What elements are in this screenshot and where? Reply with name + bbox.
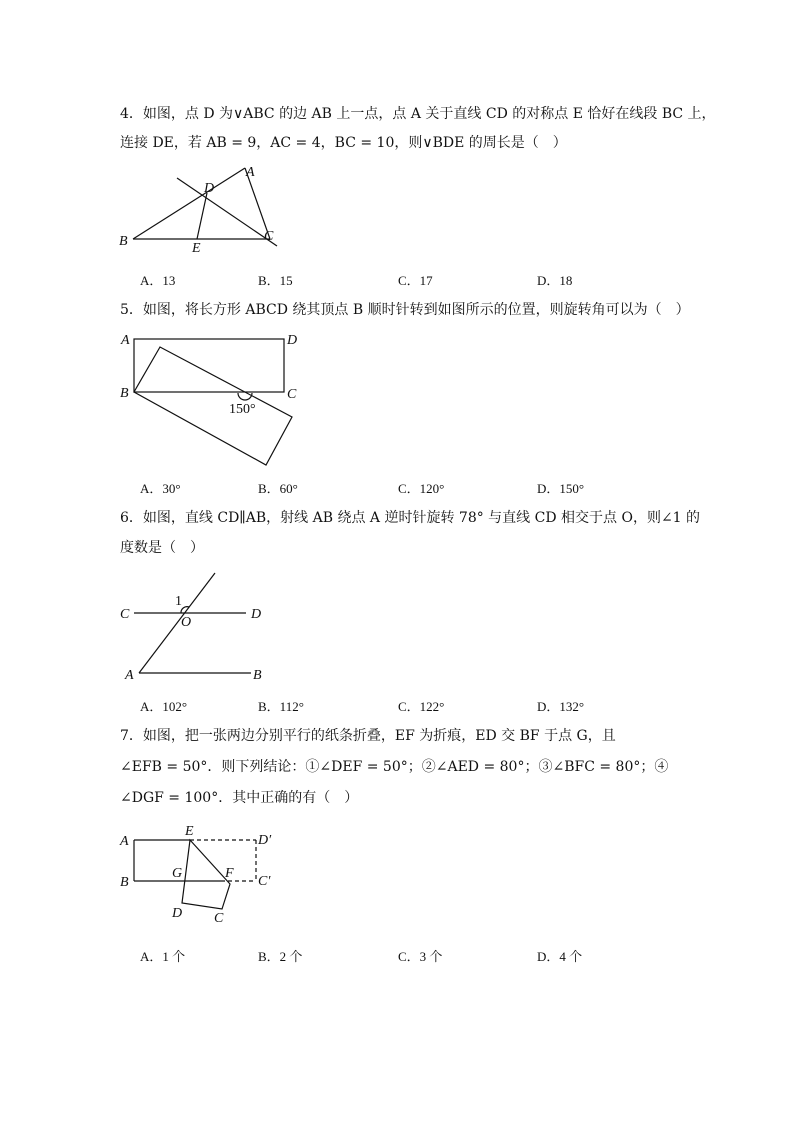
q4-label-e: E xyxy=(192,241,201,256)
q5-line-1: 5．如图，将长方形 ABCD 绕其顶点 B 顺时针转到如图所示的位置，则旋转角可以为（ ） xyxy=(120,302,690,318)
q7-label-b: B xyxy=(120,875,129,890)
q7-figure xyxy=(115,820,285,930)
q6-option-a[interactable]: A．102° xyxy=(140,699,188,714)
q5-figure xyxy=(115,325,315,475)
q4-label-b: B xyxy=(119,234,128,249)
q7-line-3: ∠DGF = 100°．其中正确的有（ ） xyxy=(120,790,359,806)
q7-option-a[interactable]: A．1 个 xyxy=(140,949,186,964)
q6-option-b[interactable]: B．112° xyxy=(258,699,304,714)
q4-option-b[interactable]: B．15 xyxy=(258,273,293,288)
q7-option-d[interactable]: D．4 个 xyxy=(537,949,583,964)
q4-option-d[interactable]: D．18 xyxy=(537,273,573,288)
q7-label-d-prime: D′ xyxy=(258,833,272,848)
q5-label-d: D xyxy=(287,333,298,348)
q4-option-a[interactable]: A．13 xyxy=(140,273,176,288)
q5-option-b[interactable]: B．60° xyxy=(258,481,298,496)
q7-label-c-prime: C′ xyxy=(258,874,271,889)
q7-label-f: F xyxy=(225,866,234,881)
q5-option-d[interactable]: D．150° xyxy=(537,481,585,496)
q5-option-a[interactable]: A．30° xyxy=(140,481,181,496)
q6-option-c[interactable]: C．122° xyxy=(398,699,445,714)
q7-line-2: ∠EFB = 50°．则下列结论：①∠DEF = 50°；②∠AED = 80°；③∠BFC = 80°；④ xyxy=(120,759,669,775)
q7-label-c: C xyxy=(214,911,224,926)
q5-angle-label: 150° xyxy=(229,402,256,417)
q7-label-d: D xyxy=(172,906,183,921)
q6-label-b: B xyxy=(253,668,262,683)
q7-option-c[interactable]: C．3 个 xyxy=(398,949,443,964)
q5-label-a: A xyxy=(121,333,130,348)
q6-label-d: D xyxy=(251,607,262,622)
q6-label-1: 1 xyxy=(175,594,182,609)
q4-label-a: A xyxy=(246,165,255,180)
q6-line-2: 度数是（ ） xyxy=(120,540,204,556)
q7-label-e: E xyxy=(185,824,194,839)
q4-label-c: C xyxy=(264,229,274,244)
q6-figure xyxy=(115,565,275,690)
q6-label-a: A xyxy=(125,668,134,683)
q5-option-c[interactable]: C．120° xyxy=(398,481,445,496)
q7-line-1: 7．如图，把一张两边分别平行的纸条折叠，EF 为折痕，ED 交 BF 于点 G，且 xyxy=(120,728,616,744)
q7-label-a: A xyxy=(120,834,129,849)
q6-option-d[interactable]: D．132° xyxy=(537,699,585,714)
q4-figure xyxy=(115,160,285,260)
q4-option-c[interactable]: C．17 xyxy=(398,273,433,288)
q7-option-b[interactable]: B．2 个 xyxy=(258,949,303,964)
q6-line-1: 6．如图，直线 CD∥AB，射线 AB 绕点 A 逆时针旋转 78° 与直线 CD 相交于点 O，则∠1 的 xyxy=(120,510,701,526)
q7-label-g: G xyxy=(172,866,183,881)
q6-label-o: O xyxy=(181,615,192,630)
q5-label-b: B xyxy=(120,386,129,401)
q4-line-2: 连接 DE，若 AB = 9，AC = 4，BC = 10，则∨BDE 的周长是（ ） xyxy=(120,135,567,151)
q5-label-c: C xyxy=(287,387,297,402)
q4-label-d: D xyxy=(204,181,215,196)
q4-line-1: 4．如图，点 D 为∨ABC 的边 AB 上一点，点 A 关于直线 CD 的对称点 E 恰好在线段 BC 上， xyxy=(120,106,716,122)
q6-label-c: C xyxy=(120,607,130,622)
